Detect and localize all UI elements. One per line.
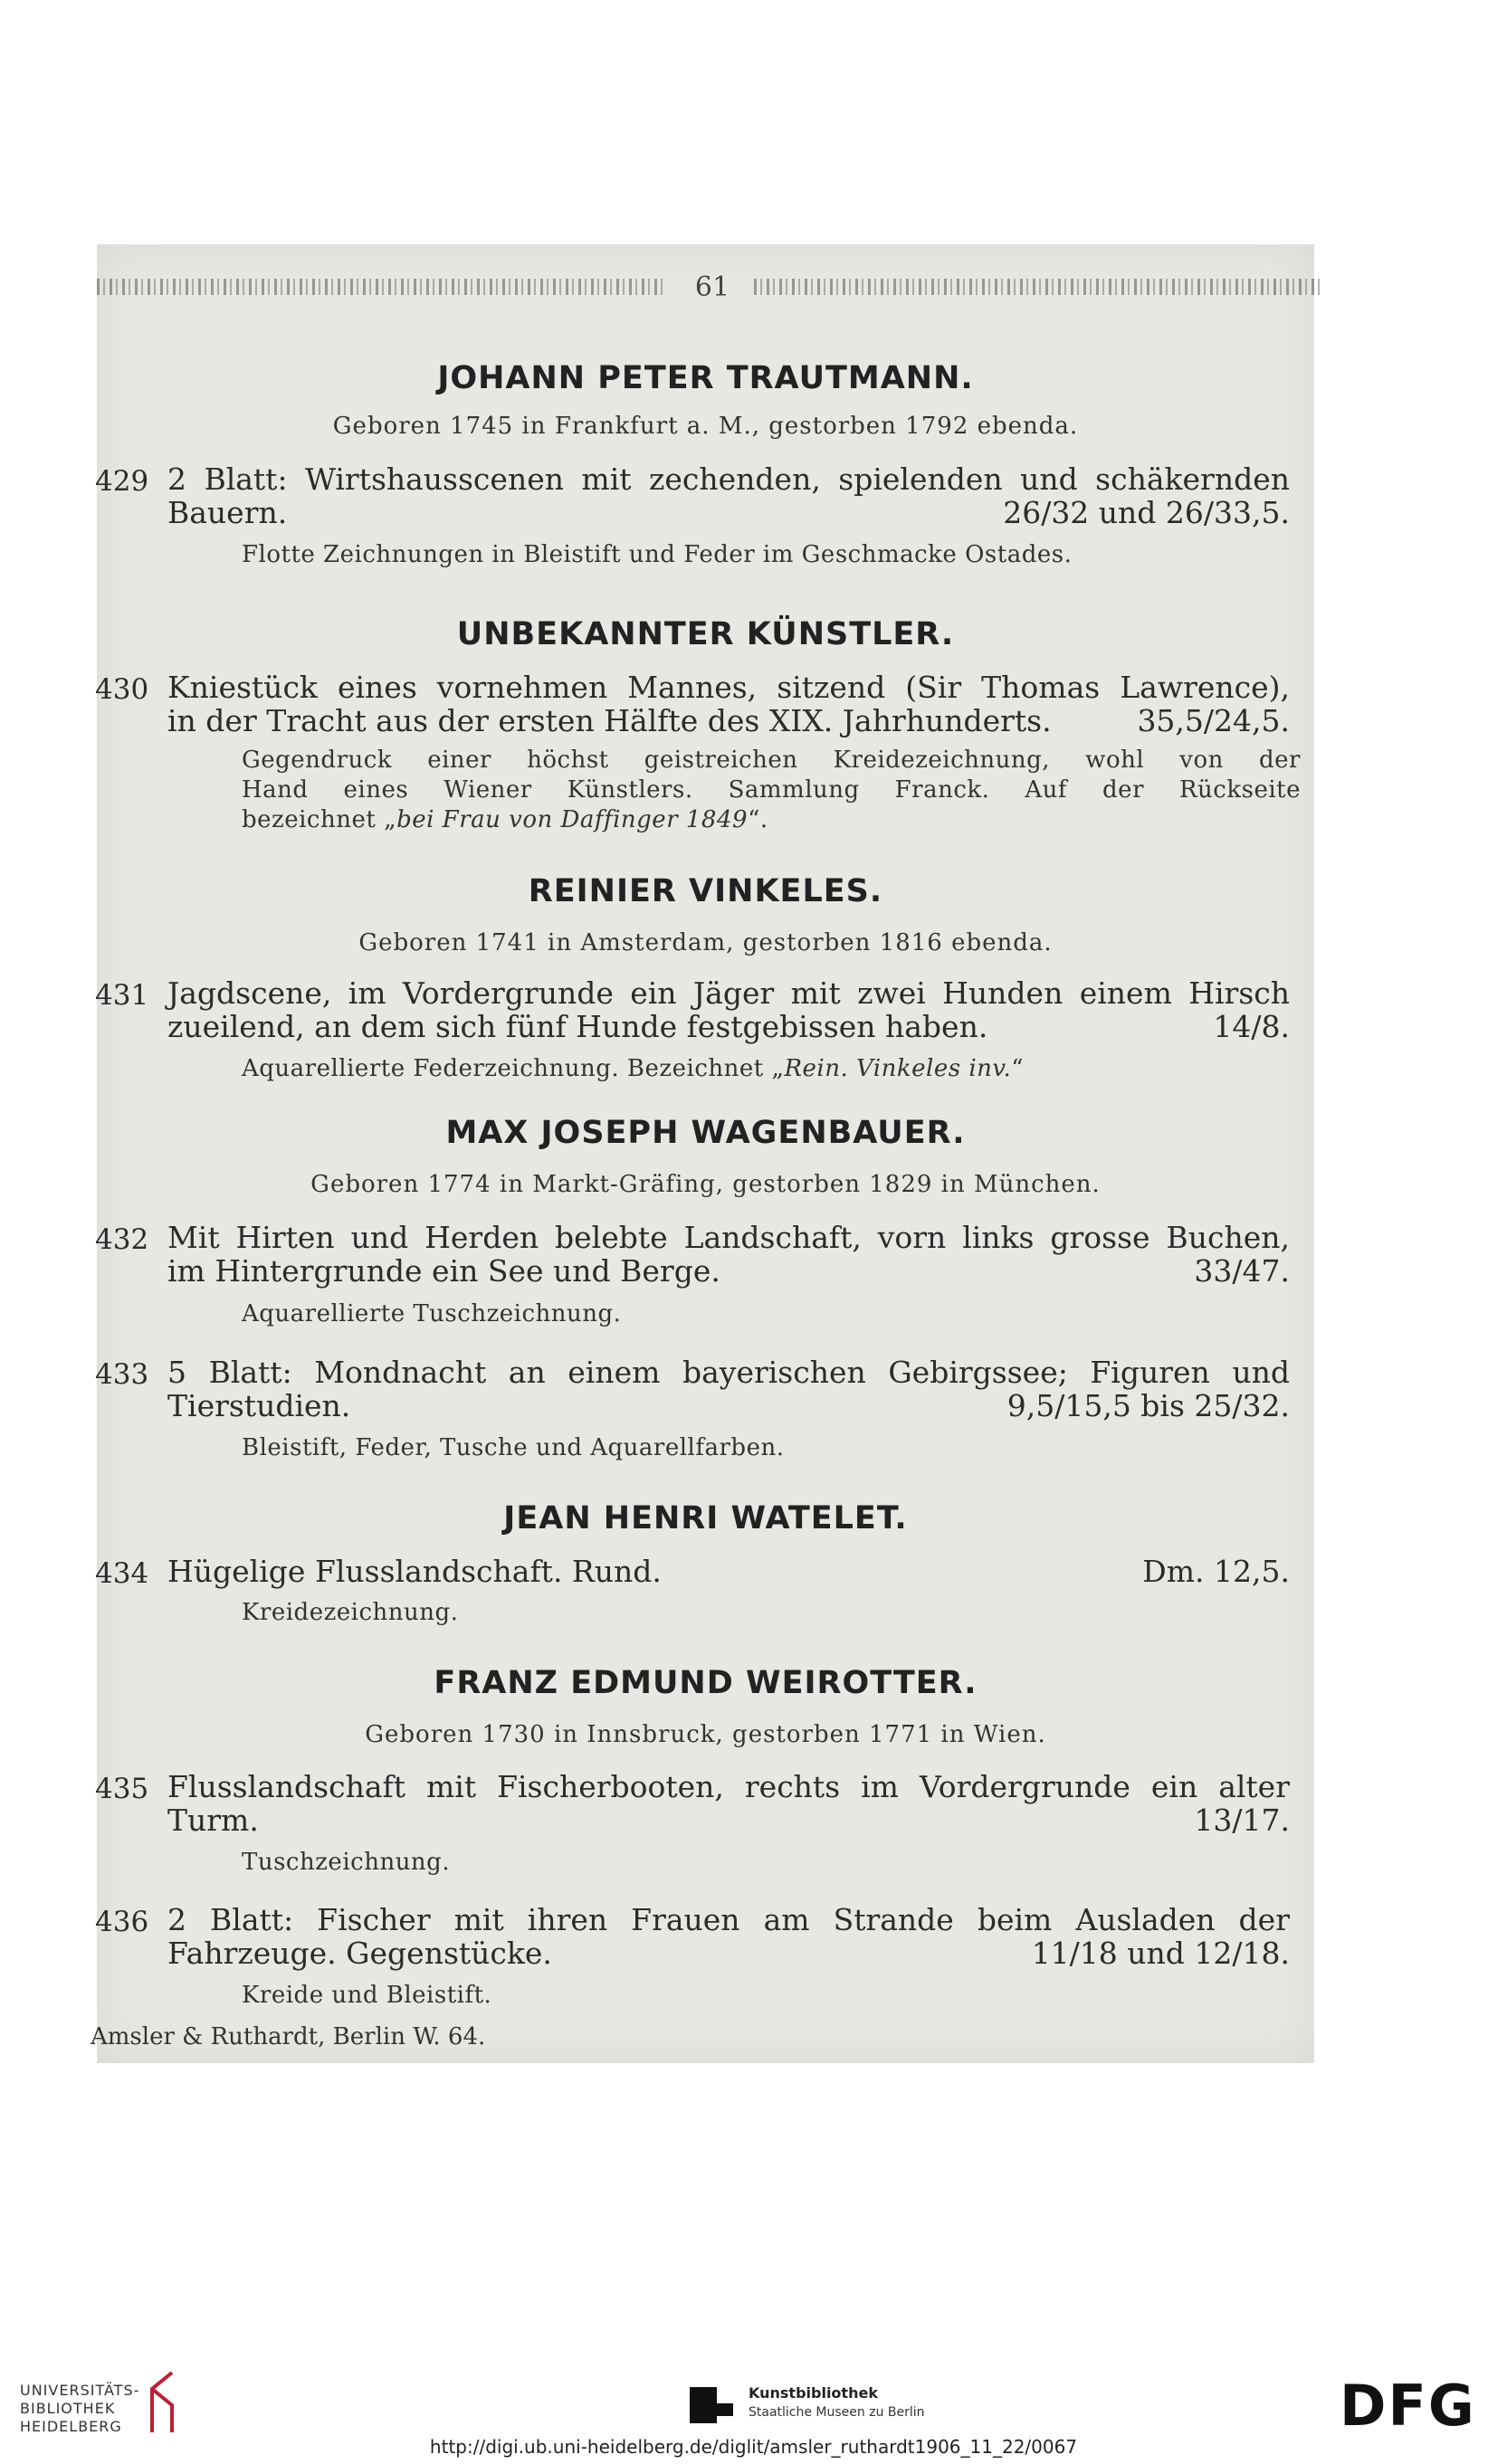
- lot-description-end: zueilend, an dem sich fünf Hunde festgebissen haben.: [167, 1009, 988, 1044]
- dfg-logo[interactable]: DFG: [1340, 2373, 1476, 2439]
- lot-description-end: Fahrzeuge. Gegenstücke.: [167, 1936, 552, 1971]
- lot-size: 13/17.: [1194, 1803, 1290, 1838]
- lot-description-line: [167, 1554, 1290, 1589]
- lot-description-line2: [167, 1253, 1290, 1289]
- kunstbibliothek-name: Kunstbibliothek: [749, 2384, 878, 2402]
- lot-number: 435: [95, 1773, 149, 1805]
- heidelberg-mark-icon: [145, 2371, 181, 2434]
- permalink-url[interactable]: http://digi.ub.uni-heidelberg.de/diglit/amsler_ruthardt1906_11_22/0067: [429, 2436, 1078, 2458]
- lot-note: Kreidezeichnung.: [242, 1599, 459, 1626]
- lot-size: Dm. 12,5.: [1142, 1554, 1290, 1589]
- lot-description: 2 Blatt: Fischer mit ihren Frauen am Strande beim Ausladen der: [167, 1902, 1290, 1937]
- lot-description: 5 Blatt: Mondnacht an einem bayerischen Gebirgssee; Figuren und: [167, 1355, 1290, 1390]
- library-name-line3: HEIDELBERG: [20, 2418, 122, 2435]
- scanned-page: [97, 244, 1314, 2063]
- lot-number: 434: [95, 1557, 149, 1590]
- lot-description-end: in der Tracht aus der ersten Hälfte des XIX. Jahrhunderts.: [167, 703, 1052, 738]
- lot-description: Mit Hirten und Herden belebte Landschaft, vorn links grosse Buchen,: [167, 1220, 1290, 1255]
- note-suffix: “.: [748, 806, 768, 833]
- ornament-left: [97, 279, 667, 295]
- artist-heading: JOHANN PETER TRAUTMANN.: [437, 360, 974, 396]
- lot-description-end: Bauern.: [167, 495, 288, 530]
- lot-description-end: Turm.: [167, 1803, 259, 1838]
- kunstbibliothek-logo-icon[interactable]: [690, 2387, 735, 2423]
- lot-description: Hügelige Flusslandschaft. Rund.: [167, 1554, 662, 1589]
- note-prefix: bezeichnet „: [242, 806, 397, 833]
- lot-description: Kniestück eines vornehmen Mannes, sitzend (Sir Thomas Lawrence),: [167, 670, 1290, 705]
- artist-heading: UNBEKANNTER KÜNSTLER.: [456, 616, 955, 652]
- lot-size: 14/8.: [1213, 1009, 1290, 1044]
- lot-description: 2 Blatt: Wirtshausscenen mit zechenden, spielenden und schäkernden: [167, 461, 1290, 497]
- kunstbibliothek-subtitle: Staatliche Museen zu Berlin: [749, 2405, 925, 2420]
- lot-description-line2: [167, 1803, 1290, 1838]
- heidelberg-library-logo[interactable]: [20, 2382, 139, 2436]
- lot-note: [242, 1055, 1024, 1082]
- artist-bio: Geboren 1730 in Innsbruck, gestorben 1771 in Wien.: [365, 1721, 1046, 1748]
- lot-note: Aquarellierte Tuschzeichnung.: [242, 1300, 622, 1327]
- lot-number: 436: [95, 1906, 149, 1938]
- lot-size: 9,5/15,5 bis 25/32.: [1006, 1388, 1290, 1423]
- page-number: 61: [694, 271, 730, 303]
- lot-description: Flusslandschaft mit Fischerbooten, rechts im Vordergrunde ein alter: [167, 1769, 1290, 1804]
- lot-description-line2: [167, 1936, 1290, 1971]
- lot-note: Gegendruck einer höchst geistreichen Kreidezeichnung, wohl von der: [242, 747, 1301, 774]
- artist-heading: JEAN HENRI WATELET.: [503, 1500, 908, 1536]
- lot-note: Flotte Zeichnungen in Bleistift und Feder im Geschmacke Ostades.: [242, 541, 1073, 568]
- lot-description-end: Tierstudien.: [167, 1388, 351, 1423]
- publisher-imprint: Amsler & Ruthardt, Berlin W. 64.: [91, 2023, 486, 2050]
- lot-note-line2: Hand eines Wiener Künstlers. Sammlung Franck. Auf der Rückseite: [242, 776, 1301, 804]
- library-name-line2: BIBLIOTHEK: [20, 2400, 116, 2417]
- artist-bio: Geboren 1741 in Amsterdam, gestorben 1816 ebenda.: [358, 929, 1053, 956]
- inscription: bei Frau von Daffinger 1849: [396, 806, 749, 833]
- artist-bio: Geboren 1745 in Frankfurt a. M., gestorben 1792 ebenda.: [332, 413, 1079, 440]
- page-header: [97, 262, 1314, 308]
- lot-note: Bleistift, Feder, Tusche und Aquarellfarben.: [242, 1434, 785, 1461]
- lot-size: 35,5/24,5.: [1137, 703, 1290, 738]
- lot-description-line2: [167, 703, 1290, 738]
- lot-size: 33/47.: [1194, 1253, 1290, 1289]
- lot-number: 431: [95, 979, 149, 1012]
- artist-bio: Geboren 1774 in Markt-Gräfing, gestorben 1829 in München.: [310, 1171, 1101, 1198]
- lot-number: 430: [95, 673, 149, 706]
- lot-number: 429: [95, 465, 149, 498]
- library-name-line1: UNIVERSITÄTS-: [20, 2382, 140, 2399]
- ornament-right: [754, 279, 1324, 295]
- lot-description-end: im Hintergrunde ein See und Berge.: [167, 1253, 720, 1289]
- artist-heading: MAX JOSEPH WAGENBAUER.: [445, 1115, 966, 1151]
- lot-description: Jagdscene, im Vordergrunde ein Jäger mit zwei Hunden einem Hirsch: [167, 975, 1290, 1011]
- note-suffix: “: [1011, 1055, 1025, 1082]
- lot-note-line3: [242, 806, 768, 833]
- lot-size: 26/32 und 26/33,5.: [1003, 495, 1290, 530]
- artist-heading: REINIER VINKELES.: [528, 873, 883, 909]
- lot-size: 11/18 und 12/18.: [1031, 1936, 1290, 1971]
- lot-number: 433: [95, 1358, 149, 1391]
- note-prefix: Aquarellierte Federzeichnung. Bezeichnet „: [242, 1055, 785, 1082]
- inscription: Rein. Vinkeles inv.: [784, 1055, 1012, 1082]
- lot-description-line2: [167, 495, 1290, 530]
- lot-number: 432: [95, 1223, 149, 1256]
- lot-note: Tuschzeichnung.: [242, 1849, 451, 1876]
- lot-description-line2: [167, 1009, 1290, 1044]
- lot-note: Kreide und Bleistift.: [242, 1982, 492, 2009]
- lot-description-line2: [167, 1388, 1290, 1423]
- artist-heading: FRANZ EDMUND WEIROTTER.: [434, 1665, 978, 1701]
